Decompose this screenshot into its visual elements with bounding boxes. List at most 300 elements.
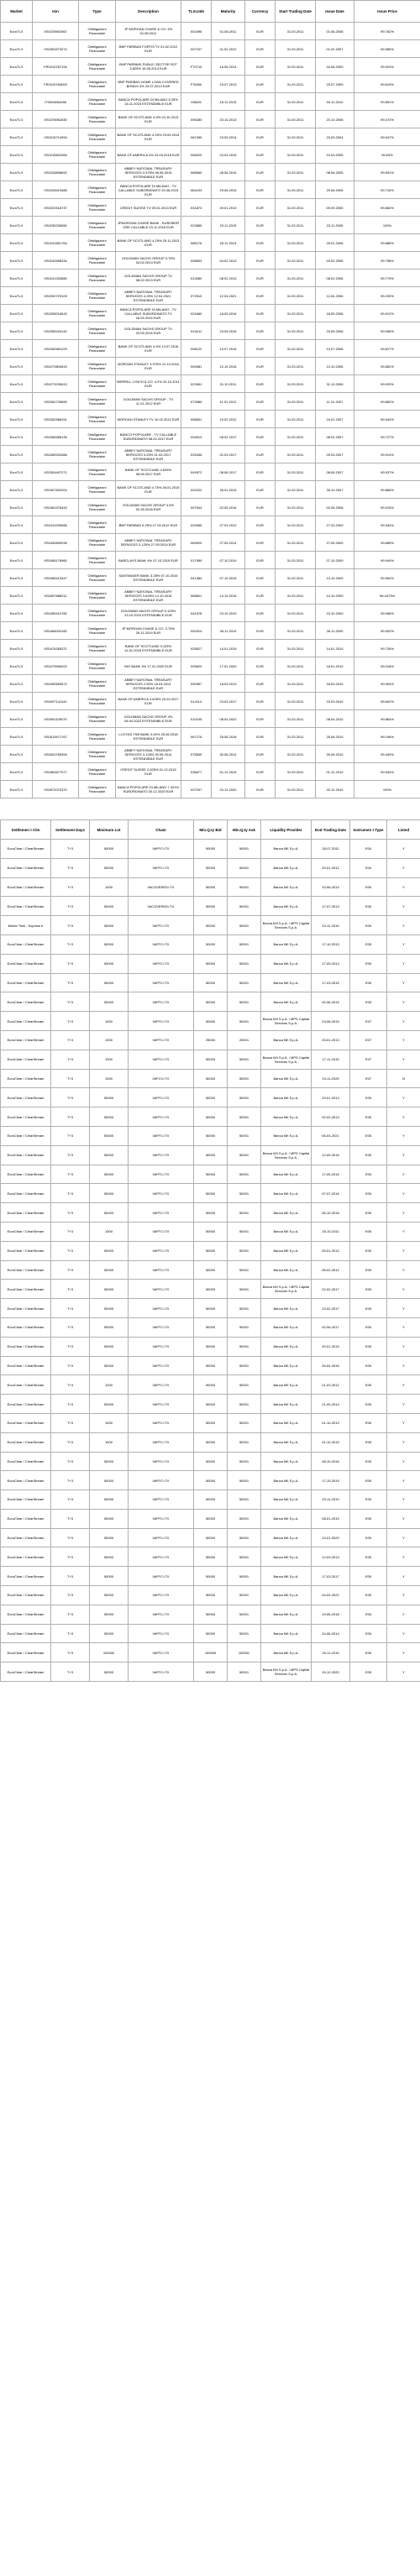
table-cell: 99.449% <box>354 746 420 763</box>
table-cell: X94513 <box>181 428 212 446</box>
column-header: Listed <box>387 820 420 840</box>
table-cell: X07107 <box>181 40 212 58</box>
table-cell: 50000 <box>194 1586 228 1605</box>
table-cell: FR0010784009 <box>33 76 79 93</box>
table-cell: 50000 <box>90 1317 129 1337</box>
table-cell: 50000 <box>90 1241 129 1260</box>
table-row <box>1 1605 420 1624</box>
table-cell: E05 <box>350 1222 387 1241</box>
table-cell: EuroTLX <box>1 534 33 552</box>
table-cell: 0#FFC=TX <box>129 954 194 973</box>
table-cell: Banca IMI S.p.A. <box>261 1107 312 1127</box>
table-cell: 11.01.2007 <box>316 393 354 411</box>
table-cell: 50000 <box>194 973 228 992</box>
table-cell: 50000 <box>194 1662 228 1682</box>
table-cell: BANCA POPOLARE DI MILANO - TV CALLABLE SUBORDINATO TV 18.05.2016 EUR <box>116 305 181 322</box>
table-cell: EuroTLX <box>1 587 33 605</box>
table-cell: 99.851% <box>354 93 420 111</box>
table-cell: Banca IMI S.p.A. <box>261 1222 312 1241</box>
table-row <box>1 1337 420 1356</box>
table-row <box>1 1012 420 1031</box>
table-cell: EuroTLX <box>1 128 33 146</box>
table-cell: 99.902% <box>354 622 420 640</box>
table-cell: 99.716% <box>354 181 420 199</box>
table-cell: Y <box>387 1184 420 1203</box>
table-row <box>1 305 420 322</box>
table-cell: Obbligazioni Finanziarie <box>79 411 116 428</box>
table-cell: 05-01-2012 <box>312 1241 350 1260</box>
table-cell: T+3 <box>51 1337 90 1356</box>
table-cell: T+3 <box>51 1567 90 1586</box>
table-cell: 23.03.2017 <box>212 693 245 710</box>
table-cell: EUR <box>245 534 276 552</box>
table-row <box>1 877 420 897</box>
table-cell: 0#FFC=TX <box>129 1452 194 1471</box>
table-cell: 31.03.2011 <box>276 322 316 340</box>
table-cell: E05 <box>350 1184 387 1203</box>
table-cell: 99.944% <box>354 763 420 781</box>
table-cell: Y <box>387 1413 420 1432</box>
table-row <box>1 199 420 217</box>
table-cell: 50000 <box>90 1260 129 1280</box>
table-cell: X00314 <box>181 622 212 640</box>
table-cell: Banca IMI S.p.A. / MPS Capital Services S.p.A. <box>261 1050 312 1069</box>
table-cell: 0#FFC=TX <box>129 1260 194 1280</box>
table-cell: 12-03-2013 <box>312 1547 350 1567</box>
table-row <box>1 1030 420 1050</box>
table-cell: E05 <box>350 1241 387 1260</box>
table-cell: E05 <box>350 1662 387 1682</box>
table-cell: 01.08.2011 <box>212 23 245 40</box>
table-cell: F78400 <box>181 76 212 93</box>
table-cell: Obbligazioni Finanziarie <box>79 622 116 640</box>
table-cell: EuroTLX <box>1 164 33 181</box>
table-cell: 50000 <box>194 1145 228 1165</box>
table-row <box>1 992 420 1012</box>
table-cell: 25.06.2010 <box>316 728 354 746</box>
table-cell: 99.547% <box>354 128 420 146</box>
table-cell: 02-06-2017 <box>312 1317 350 1337</box>
table-cell: 50001 <box>228 1145 261 1165</box>
table-cell: EUR <box>245 234 276 252</box>
table-cell: E05 <box>350 1471 387 1490</box>
table-cell: Banca IMI S.p.A. <box>261 1203 312 1223</box>
table-cell: Obbligazioni Finanziarie <box>79 763 116 781</box>
table-cell: BNP PARIBAS HOME LOAN COVERED BONDS 3% 23.07.2013 EUR <box>116 76 181 93</box>
table-cell: EuroTLX <box>1 111 33 128</box>
table-cell: 99.914% <box>354 446 420 463</box>
table-cell: 12.10.2016 <box>212 358 245 375</box>
table-cell: Y <box>387 858 420 877</box>
table-cell: Obbligazioni Finanziarie <box>79 781 116 798</box>
bonds-table <box>0 0 420 798</box>
table-cell: 0#FFC=TX <box>129 1012 194 1031</box>
table-cell: X41078 <box>181 605 212 622</box>
table-cell: EUR <box>245 305 276 322</box>
table-cell: 09.09.2005 <box>316 199 354 217</box>
table-row <box>1 1222 420 1241</box>
table-row <box>1 728 420 746</box>
table-cell: 0#FFC=TX <box>129 1222 194 1241</box>
table-row <box>1 481 420 499</box>
table-cell: XS0228419085 <box>33 181 79 199</box>
table-cell: 0#FFC=TX <box>129 1088 194 1107</box>
table-cell: E05 <box>350 877 387 897</box>
table-cell: EuroClear / ClearStream <box>1 897 51 916</box>
table-cell: Banca IMI S.p.A. <box>261 1547 312 1567</box>
table-cell: 0#FFC=TX <box>129 973 194 992</box>
table-cell: 50000 <box>90 1624 129 1643</box>
table-cell: Banca IMI S.p.A. / MPS Capital Services S.p.A. <box>261 1145 312 1165</box>
table-cell: 23.05.2016 <box>212 322 245 340</box>
table-cell: 50000 <box>194 1069 228 1088</box>
table-cell: 31.03.2011 <box>276 340 316 358</box>
table-cell: X72910 <box>181 287 212 305</box>
table-cell: 50000 <box>194 954 228 973</box>
table-cell: 50000 <box>90 973 129 992</box>
table-cell: EuroTLX <box>1 287 33 305</box>
table-cell: 02.05.2008 <box>316 499 354 516</box>
table-cell: 31.03.2011 <box>276 58 316 76</box>
table-cell: Y <box>387 1050 420 1069</box>
table-cell: 99.779% <box>354 270 420 287</box>
table-cell: Obbligazioni Finanziarie <box>79 164 116 181</box>
table-row <box>1 252 420 270</box>
table-cell: X49972 <box>181 463 212 481</box>
table-cell: E05 <box>350 1547 387 1567</box>
table-cell: 31.03.2011 <box>276 710 316 728</box>
table-cell: 99.728% <box>354 640 420 657</box>
table-cell: 50000 <box>194 1260 228 1280</box>
table-cell: 50000 <box>90 1662 129 1682</box>
table-cell: 50000 <box>194 1050 228 1069</box>
table-cell: 50001 <box>228 858 261 877</box>
table-cell: Y <box>387 1356 420 1375</box>
table-cell: E05 <box>350 897 387 916</box>
table-cell: T+3 <box>51 1356 90 1375</box>
table-cell: Obbligazioni Finanziarie <box>79 728 116 746</box>
table-cell: 50000 <box>194 1317 228 1337</box>
table-cell: 50000 <box>194 897 228 916</box>
table-cell: XS0284585135 <box>33 428 79 446</box>
table-cell: XS0430699296 <box>33 534 79 552</box>
table-cell: 08.06.2015 <box>212 164 245 181</box>
table-cell: T+3 <box>51 935 90 954</box>
table-cell: 31.03.2011 <box>276 111 316 128</box>
table-row <box>1 76 420 93</box>
table-cell: T+3 <box>51 1490 90 1510</box>
table-cell: 07.10.2019 <box>212 552 245 569</box>
table-cell: 21-03-2012 <box>312 1375 350 1395</box>
table-cell: EuroClear / ClearStream <box>1 1107 51 1127</box>
table-cell: 50000 <box>194 1509 228 1528</box>
table-cell: 50000 <box>90 1299 129 1318</box>
table-cell: 23.07.2013 <box>212 76 245 93</box>
table-cell: 23.07.2009 <box>316 76 354 93</box>
table-cell: EuroClear / ClearStream <box>1 1145 51 1165</box>
table-cell: 0#FFC=TX <box>129 1375 194 1395</box>
table-row <box>1 1260 420 1280</box>
table-cell: 25001 <box>228 1030 261 1050</box>
table-cell: 1000 <box>90 1030 129 1050</box>
table-cell: 50000 <box>90 1528 129 1547</box>
table-cell: Y <box>387 1107 420 1127</box>
table-cell: 1000 <box>90 1012 129 1031</box>
table-cell: 31.03.2011 <box>276 605 316 622</box>
table-cell: EUR <box>245 640 276 657</box>
table-cell: Obbligazioni Finanziarie <box>79 217 116 234</box>
table-cell: 0#FFC=TX <box>129 1184 194 1203</box>
table-spacer <box>0 798 420 819</box>
table-cell: EuroClear / ClearStream <box>1 858 51 877</box>
table-cell: 99.591% <box>354 164 420 181</box>
table-row <box>1 23 420 40</box>
table-cell: EUR <box>245 781 276 798</box>
table-cell: Obbligazioni Finanziarie <box>79 552 116 569</box>
table-cell: 31.03.2011 <box>276 287 316 305</box>
table-cell: T+3 <box>51 1432 90 1452</box>
table-row <box>1 270 420 287</box>
table-cell: 50000 <box>194 1241 228 1260</box>
table-cell: 14.10.2016 <box>212 587 245 605</box>
table-cell: 31.03.2011 <box>276 411 316 428</box>
table-cell: 18.03.2013 <box>212 675 245 693</box>
table-cell: EUR <box>245 93 276 111</box>
table-cell: 23.10.2019 <box>212 605 245 622</box>
table-cell: 0#FFC=TX <box>129 935 194 954</box>
table-cell: 12.04.2021 <box>212 287 245 305</box>
table-cell: X97544 <box>181 499 212 516</box>
table-row <box>1 1165 420 1184</box>
table-cell: EuroClear / ClearStream <box>1 1050 51 1069</box>
table-cell: 50000 <box>194 1452 228 1471</box>
table-cell: BANK OF SCOTLAND 4.5% 23.10.2013 EUR <box>116 111 181 128</box>
table-cell: 31.03.2011 <box>276 305 316 322</box>
table-cell: EuroTLX <box>1 657 33 675</box>
table-cell: 50000 <box>194 1184 228 1203</box>
table-row <box>1 322 420 340</box>
table-cell: 50000 <box>194 1547 228 1567</box>
table-cell: 06-10-2016 <box>312 1203 350 1223</box>
table-cell: 08.06.2017 <box>212 463 245 481</box>
table-cell: 31.03.2011 <box>276 552 316 569</box>
table-cell: 50001 <box>228 1107 261 1127</box>
table-cell: E07 <box>350 1069 387 1088</box>
table-cell: EuroClear / ClearStream <box>1 1432 51 1452</box>
table-cell: 31.03.2011 <box>276 693 316 710</box>
table-cell: EuroTLX <box>1 746 33 763</box>
table-cell: XS0361975443 <box>33 499 79 516</box>
table-cell: Banca IMI S.p.A. <box>261 1432 312 1452</box>
table-cell: E05 <box>350 954 387 973</box>
table-cell: X29065 <box>181 516 212 534</box>
table-cell: T+3 <box>51 1375 90 1395</box>
table-cell: EUR <box>245 516 276 534</box>
table-cell: 100000 <box>194 1643 228 1662</box>
table-cell: 17.01.2020 <box>212 657 245 675</box>
table-cell: 99.239% <box>354 287 420 305</box>
table-cell: E05 <box>350 1260 387 1280</box>
table-cell: 0#FFC=TX <box>129 916 194 935</box>
table-cell: BARCLAYS BANK 4% 07.10.2019 EUR <box>116 552 181 569</box>
table-cell: X68821 <box>181 587 212 605</box>
table-cell: EUR <box>245 569 276 587</box>
table-cell: T+3 <box>51 897 90 916</box>
table-cell: 50001 <box>228 1069 261 1088</box>
table-cell: 50001 <box>228 1490 261 1510</box>
table-cell: Obbligazioni Finanziarie <box>79 128 116 146</box>
table-cell: EuroClear / ClearStream <box>1 1069 51 1088</box>
table-cell: 17-10-2019 <box>312 1471 350 1490</box>
table-cell: EUR <box>245 146 276 164</box>
table-row <box>1 1069 420 1088</box>
table-cell: T+3 <box>51 973 90 992</box>
table-cell: 0#FFC=TX <box>129 1586 194 1605</box>
table-cell: 50001 <box>228 1222 261 1241</box>
table-cell: EuroClear / ClearStream <box>1 1126 51 1145</box>
table-cell: T+3 <box>51 1395 90 1414</box>
table-cell: 31.03.2011 <box>276 428 316 446</box>
table-cell: XS0215822069 <box>33 146 79 164</box>
table-cell: T+3 <box>51 1471 90 1490</box>
table-row <box>1 1567 420 1586</box>
table-cell: MORGAN STANLEY TV 10.02.2012 EUR <box>116 411 181 428</box>
table-cell: BNP PARIBAS 5.25% 27.03.2012 EUR <box>116 516 181 534</box>
table-cell: 50001 <box>228 935 261 954</box>
table-cell: EUR <box>245 728 276 746</box>
table-cell: 50000 <box>194 992 228 1012</box>
table-cell: Obbligazioni Finanziarie <box>79 746 116 763</box>
table-cell: 50001 <box>228 1432 261 1452</box>
table-cell: 99.989% <box>354 40 420 58</box>
table-cell: Banca IMI S.p.A. <box>261 1356 312 1375</box>
table-cell: 04-04-2022 <box>312 1586 350 1605</box>
column-header: Start Trading Date <box>276 1 316 23</box>
table-cell: XS0419290656 <box>33 516 79 534</box>
table-cell: MERRILL LYNCH & CO. 4.2% 31.10.2011 EUR <box>116 375 181 393</box>
table-cell: EUR <box>245 393 276 411</box>
column-header: Type <box>79 1 116 23</box>
table-row <box>1 1241 420 1260</box>
table-cell: 31.03.2011 <box>276 587 316 605</box>
table-cell: E05 <box>350 1490 387 1510</box>
table-cell: Banca IMI S.p.A. <box>261 1509 312 1528</box>
table-cell: Y <box>387 1471 420 1490</box>
table-cell: 50001 <box>228 1547 261 1567</box>
table-cell: X13280 <box>181 270 212 287</box>
table-cell: 20.12.2020 <box>212 781 245 798</box>
table-cell: 99.602% <box>354 693 420 710</box>
table-cell: 50000 <box>194 1356 228 1375</box>
table-cell: EUR <box>245 375 276 393</box>
table-cell: 50001 <box>228 973 261 992</box>
table-row <box>1 763 420 781</box>
table-cell: Obbligazioni Finanziarie <box>79 534 116 552</box>
table-cell: X73989 <box>181 393 212 411</box>
table-cell: 50000 <box>90 916 129 935</box>
table-cell: 31.10.2011 <box>212 375 245 393</box>
table-cell: Banca IMI S.p.A. <box>261 1586 312 1605</box>
table-cell: 16.01.2007 <box>316 411 354 428</box>
table-cell: 0#FFC=TX <box>129 1662 194 1682</box>
column-header: Min.Q.ty Bid <box>194 820 228 840</box>
table-cell: Y <box>387 1088 420 1107</box>
table-cell: EuroClear / ClearStream <box>1 1299 51 1318</box>
table-cell: 27.05.2009 <box>316 534 354 552</box>
table-cell: EuroTLX <box>1 58 33 76</box>
table-cell: 01.08.2008 <box>316 23 354 40</box>
table-cell: EUR <box>245 199 276 217</box>
table-cell: Y <box>387 877 420 897</box>
table-cell: Obbligazioni Finanziarie <box>79 270 116 287</box>
table-cell: X36677 <box>181 763 212 781</box>
table-cell: 08.04.2010 <box>316 710 354 728</box>
table-cell: 09.01.2013 <box>212 199 245 217</box>
table-cell: GOLDMAN SACHS GROUP 3.75% 04.02.2013 EUR <box>116 252 181 270</box>
table-cell: EUR <box>245 287 276 305</box>
table-cell: XS0378952830 <box>33 111 79 128</box>
table-row <box>1 1624 420 1643</box>
table-cell: 01-10-2019 <box>312 1413 350 1432</box>
table-cell: T+3 <box>51 1088 90 1107</box>
table-cell: 30.06.2010 <box>316 746 354 763</box>
table-cell: XS0572070370 <box>33 781 79 798</box>
table-cell: Obbligazioni Finanziarie <box>79 93 116 111</box>
table-cell: Y <box>387 1165 420 1184</box>
table-cell: 31.03.2011 <box>276 93 316 111</box>
table-row <box>1 569 420 587</box>
table-cell: Y <box>387 897 420 916</box>
table-cell: 08.02.2017 <box>212 428 245 446</box>
table-cell: Obbligazioni Finanziarie <box>79 322 116 340</box>
table-cell: 23.03.2010 <box>316 693 354 710</box>
table-cell: 0#FFC=TX <box>129 1547 194 1567</box>
table-cell: E07 <box>350 1050 387 1069</box>
table-cell: CREDIT SUISSE 2.625% 01.12.2015 EUR <box>116 763 181 781</box>
table-cell: EuroClear / ClearStream <box>1 1030 51 1050</box>
table-cell: 50001 <box>228 877 261 897</box>
table-cell: Y <box>387 1145 420 1165</box>
table-cell: T+3 <box>51 1222 90 1241</box>
table-cell: 50001 <box>228 992 261 1012</box>
table-cell: 0#COVERED=TX <box>129 897 194 916</box>
table-cell: 99.619% <box>354 76 420 93</box>
table-cell: 20-11-2019 <box>312 1490 350 1510</box>
table-cell: EuroTLX <box>1 411 33 428</box>
table-cell: XS0216714994 <box>33 128 79 146</box>
table-cell: 31.03.2011 <box>276 657 316 675</box>
table-cell: E07 <box>350 1012 387 1031</box>
table-cell: EuroTLX <box>1 446 33 463</box>
table-cell: Y <box>387 1452 420 1471</box>
table-row <box>1 640 420 657</box>
table-cell: Banca IMI S.p.A. <box>261 1088 312 1107</box>
table-cell: 50000 <box>90 1586 129 1605</box>
table-cell: GOLDMAN SACHS GROUP TV 08.02.2013 EUR <box>116 270 181 287</box>
table-row <box>1 234 420 252</box>
table-cell: 26.10.2007 <box>316 481 354 499</box>
table-cell: 0#FFC=TX <box>129 1317 194 1337</box>
table-cell: 50000 <box>194 1165 228 1184</box>
table-cell: Banca IMI S.p.A. <box>261 1030 312 1050</box>
table-cell: EUR <box>245 128 276 146</box>
table-cell: 99.904% <box>354 675 420 693</box>
table-cell: E05 <box>350 1395 387 1414</box>
table-cell: EUR <box>245 358 276 375</box>
table-cell: 31.03.2011 <box>276 746 316 763</box>
table-cell: 0#FFC=TX <box>129 1299 194 1318</box>
table-cell: 27.03.2009 <box>316 516 354 534</box>
